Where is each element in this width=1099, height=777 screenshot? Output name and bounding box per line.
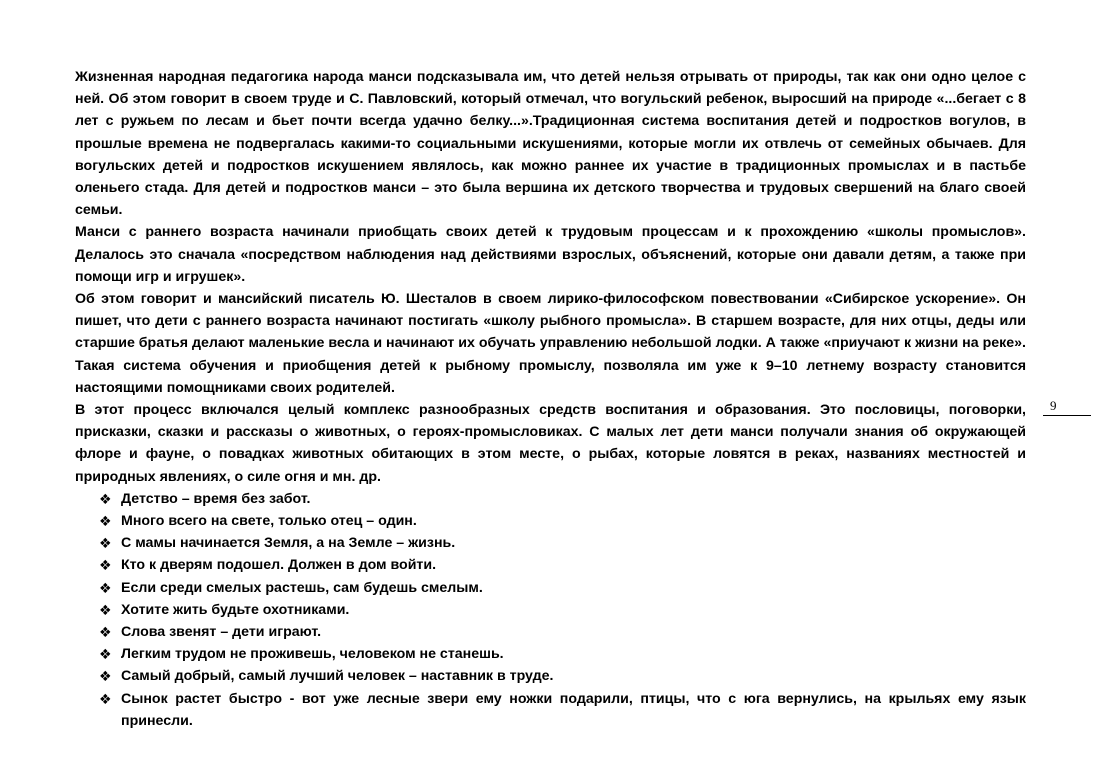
diamond-bullet-icon: ❖ (99, 579, 112, 596)
list-item-text: Много всего на свете, только отец – один. (121, 513, 417, 530)
list-item-text: Хотите жить будьте охотниками. (121, 601, 350, 618)
diamond-bullet-icon: ❖ (99, 557, 112, 574)
page-number: 9 (1050, 398, 1057, 413)
list-item (75, 577, 1026, 599)
diamond-bullet-icon: ❖ (99, 668, 112, 685)
paragraph-4: В этот процесс включался целый комплекс разнообразных средств воспитания и образования. Это пословицы, поговорки, присказки, сказки и рассказы о животных, о героях-промысловиках. С малых лет дети манси получали знания об окружающей флоре и фауне, о повадках животных обитающих в этом месте, о рыбах, которые ловятся в реках, названиях местностей и природных явлениях, о силе огня и мн. др. (75, 402, 1026, 485)
list-item (75, 688, 1026, 732)
list-item (75, 599, 1026, 621)
diamond-bullet-icon: ❖ (99, 624, 112, 641)
list-item-text: Если среди смелых растешь, сам будешь смелым. (121, 579, 483, 596)
list-item (75, 488, 1026, 510)
list-item-text: Легким трудом не проживешь, человеком не станешь. (121, 646, 504, 663)
diamond-bullet-icon: ❖ (99, 646, 112, 663)
list-item-text: Детство – время без забот. (121, 490, 311, 507)
list-item (75, 532, 1026, 554)
list-item (75, 510, 1026, 532)
paragraph-1: Жизненная народная педагогика народа манси подсказывала им, что детей нельзя отрывать от природы, так как они одно целое с ней. Об этом говорит в своем труде и С. Павловский, который отмечал, что вогульский ребенок, выросший на природе «...бегает с 8 лет с ружьем по лесам и бьет почти всегда удачно белку...».Традиционная система воспитания детей и подростков вогулов, в прошлые времена не подвергалась какими-то социальными искушениями, которые могли их отвлечь от семейных обычаев. Для вогульских детей и подростков искушением являлось, как можно раннее их участие в традиционных промыслах и в пастьбе оленьего стада. Для детей и подростков манси – это была вершина их детского творчества и трудовых свершений на благо своей семьи. (75, 69, 1026, 219)
diamond-bullet-icon: ❖ (99, 513, 112, 530)
diamond-bullet-icon: ❖ (99, 535, 112, 552)
list-item (75, 643, 1026, 665)
diamond-bullet-icon: ❖ (99, 601, 112, 618)
list-item-text: Кто к дверям подошел. Должен в дом войти. (121, 557, 437, 574)
proverb-list (75, 488, 1026, 732)
diamond-bullet-icon: ❖ (99, 690, 112, 707)
page-number-rule (1043, 415, 1091, 416)
page-body (75, 66, 1026, 732)
list-item-text: Слова звенят – дети играют. (121, 624, 322, 641)
paragraph-3: Об этом говорит и мансийский писатель Ю. Шесталов в своем лирико-философском повествовании «Сибирское ускорение». Он пишет, что дети с раннего возраста начинают постигать «школу рыбного промысла». В старшем возрасте, для них отцы, деды или старшие братья делают маленькие весла и начинают их обучать управлению небольшой лодки. А также «приучают к жизни на реке». Такая система обучения и приобщения детей к рыбному промыслу, позволяла им уже к 9–10 летнему возрасту становится настоящими помощниками своих родителей. (75, 291, 1026, 396)
list-item (75, 621, 1026, 643)
list-item-text: Самый добрый, самый лучший человек – наставник в труде. (121, 668, 554, 685)
list-item-text: Сынок растет быстро - вот уже лесные звери ему ножки подарили, птицы, что с юга вернулись, на крыльях ему язык принесли. (121, 690, 1026, 729)
list-item (75, 665, 1026, 687)
paragraph-2: Манси с раннего возраста начинали приобщать своих детей к трудовым процессам и к прохождению «школы промыслов». Делалось это сначала «посредством наблюдения над действиями взрослых, объяснений, которые они давали детям, а также при помощи игр и игрушек». (75, 224, 1026, 285)
diamond-bullet-icon: ❖ (99, 490, 112, 507)
list-item (75, 554, 1026, 576)
list-item-text: С мамы начинается Земля, а на Земле – жизнь. (121, 535, 456, 552)
